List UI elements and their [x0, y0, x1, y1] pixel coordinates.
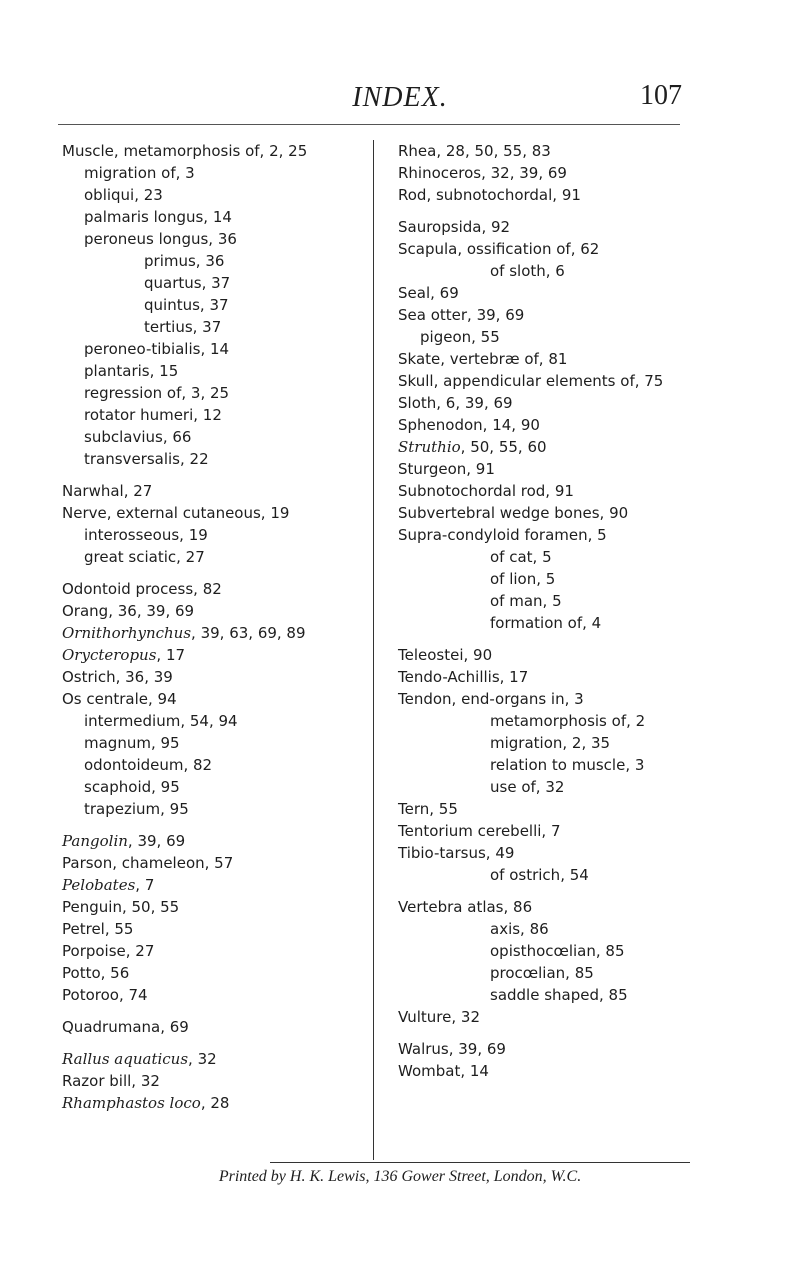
index-entry: quintus, 37 — [144, 296, 229, 314]
index-pages: , 17 — [156, 646, 186, 664]
index-entry: Ostrich, 36, 39 — [62, 668, 173, 686]
index-entry: Odontoid process, 82 — [62, 580, 222, 598]
index-entry: Tentorium cerebelli, 7 — [398, 822, 561, 840]
index-term: Rhamphastos loco — [62, 1094, 201, 1112]
page-title: INDEX. — [352, 82, 448, 113]
index-entry: Tern, 55 — [398, 800, 458, 818]
index-entry: Sphenodon, 14, 90 — [398, 416, 540, 434]
index-entry: subclavius, 66 — [84, 428, 192, 446]
index-term: Pelobates — [62, 876, 136, 894]
index-pages: , 7 — [135, 876, 155, 894]
footer-rule — [270, 1162, 690, 1163]
index-term: Struthio — [398, 438, 461, 456]
index-entry: pigeon, 55 — [420, 328, 500, 346]
index-entry — [62, 644, 372, 666]
index-entry — [398, 436, 728, 458]
index-entry: Razor bill, 32 — [62, 1072, 160, 1090]
index-entry: Skull, appendicular elements of, 75 — [398, 372, 664, 390]
index-entry: Skate, vertebræ of, 81 — [398, 350, 568, 368]
index-entry: interosseous, 19 — [84, 526, 208, 544]
page-number: 107 — [640, 80, 682, 111]
index-entry: Teleostei, 90 — [398, 646, 493, 664]
index-entry: axis, 86 — [490, 920, 549, 938]
index-entry: migration, 2, 35 — [490, 734, 611, 752]
index-entry: use of, 32 — [490, 778, 565, 796]
index-entry: of cat, 5 — [490, 548, 552, 566]
index-entry: trapezium, 95 — [84, 800, 189, 818]
index-entry: tertius, 37 — [144, 318, 222, 336]
index-entry: Sauropsida, 92 — [398, 218, 511, 236]
index-entry: obliqui, 23 — [84, 186, 163, 204]
index-entry: formation of, 4 — [490, 614, 602, 632]
index-entry: Supra-condyloid foramen, 5 — [398, 526, 607, 544]
index-entry: Walrus, 39, 69 — [398, 1040, 506, 1058]
index-entry: Subvertebral wedge bones, 90 — [398, 504, 629, 522]
index-entry: Nerve, external cutaneous, 19 — [62, 504, 290, 522]
index-entry: Muscle, metamorphosis of, 2, 25 — [62, 142, 308, 160]
index-entry: Porpoise, 27 — [62, 942, 155, 960]
index-entry: Rod, subnotochordal, 91 — [398, 186, 581, 204]
header-rule — [58, 124, 680, 125]
index-entry: Vulture, 32 — [398, 1008, 480, 1026]
index-entry: Sloth, 6, 39, 69 — [398, 394, 513, 412]
index-term: Pangolin — [62, 832, 128, 850]
index-entry: Potoroo, 74 — [62, 986, 148, 1004]
index-entry: palmaris longus, 14 — [84, 208, 232, 226]
index-entry: opisthocœlian, 85 — [490, 942, 625, 960]
index-term: Rallus aquaticus — [62, 1050, 189, 1068]
index-entry: transversalis, 22 — [84, 450, 209, 468]
index-entry: of ostrich, 54 — [490, 866, 589, 884]
index-pages: , 32 — [188, 1050, 217, 1068]
index-entry — [62, 830, 372, 852]
index-entry: Orang, 36, 39, 69 — [62, 602, 195, 620]
index-entry: migration of, 3 — [84, 164, 195, 182]
index-entry — [62, 874, 372, 896]
index-entry — [62, 1092, 372, 1114]
index-entry — [62, 622, 372, 644]
index-term: Ornithorhynchus — [62, 624, 192, 642]
index-entry: Vertebra atlas, 86 — [398, 898, 533, 916]
index-entry: Potto, 56 — [62, 964, 130, 982]
index-entry: Tendon, end-organs in, 3 — [398, 690, 584, 708]
index-entry: primus, 36 — [144, 252, 225, 270]
index-pages: , 28 — [200, 1094, 230, 1112]
index-entry: intermedium, 54, 94 — [84, 712, 238, 730]
index-entry: scaphoid, 95 — [84, 778, 180, 796]
index-pages: , 39, 63, 69, 89 — [191, 624, 306, 642]
index-entry: Sturgeon, 91 — [398, 460, 495, 478]
index-pages: , 39, 69 — [127, 832, 186, 850]
index-entry: Penguin, 50, 55 — [62, 898, 180, 916]
index-entry: quartus, 37 — [144, 274, 231, 292]
index-entry: Seal, 69 — [398, 284, 459, 302]
index-entry: Rhea, 28, 50, 55, 83 — [398, 142, 551, 160]
index-entry: Os centrale, 94 — [62, 690, 177, 708]
index-entry: odontoideum, 82 — [84, 756, 213, 774]
index-entry: saddle shaped, 85 — [490, 986, 628, 1004]
index-entry: Tibio-tarsus, 49 — [398, 844, 515, 862]
index-entry: Petrel, 55 — [62, 920, 134, 938]
index-entry — [62, 1048, 372, 1070]
index-entry: metamorphosis of, 2 — [490, 712, 646, 730]
index-entry: rotator humeri, 12 — [84, 406, 222, 424]
index-entry: Tendo-Achillis, 17 — [398, 668, 529, 686]
index-entry: great sciatic, 27 — [84, 548, 205, 566]
index-term: Orycteropus — [62, 646, 157, 664]
index-entry: Subnotochordal rod, 91 — [398, 482, 574, 500]
index-entry: magnum, 95 — [84, 734, 180, 752]
index-entry: Rhinoceros, 32, 39, 69 — [398, 164, 567, 182]
index-entry: peroneo-tibialis, 14 — [84, 340, 230, 358]
index-entry: plantaris, 15 — [84, 362, 179, 380]
index-entry: Narwhal, 27 — [62, 482, 153, 500]
index-entry: of sloth, 6 — [490, 262, 565, 280]
index-entry: Quadrumana, 69 — [62, 1018, 189, 1036]
index-entry: relation to muscle, 3 — [490, 756, 645, 774]
index-entry: peroneus longus, 36 — [84, 230, 237, 248]
index-entry: Wombat, 14 — [398, 1062, 489, 1080]
index-entry: procœlian, 85 — [490, 964, 594, 982]
column-divider — [373, 140, 374, 1160]
printer-imprint: Printed by H. K. Lewis, 136 Gower Street, London, W.C. — [218, 1168, 582, 1185]
index-entry: Parson, chameleon, 57 — [62, 854, 234, 872]
index-right-column — [398, 140, 728, 1082]
index-pages: , 50, 55, 60 — [460, 438, 547, 456]
index-entry: of lion, 5 — [490, 570, 556, 588]
index-entry: Sea otter, 39, 69 — [398, 306, 525, 324]
index-entry: Scapula, ossification of, 62 — [398, 240, 600, 258]
index-left-column — [62, 140, 372, 1114]
index-entry: of man, 5 — [490, 592, 562, 610]
index-entry: regression of, 3, 25 — [84, 384, 230, 402]
